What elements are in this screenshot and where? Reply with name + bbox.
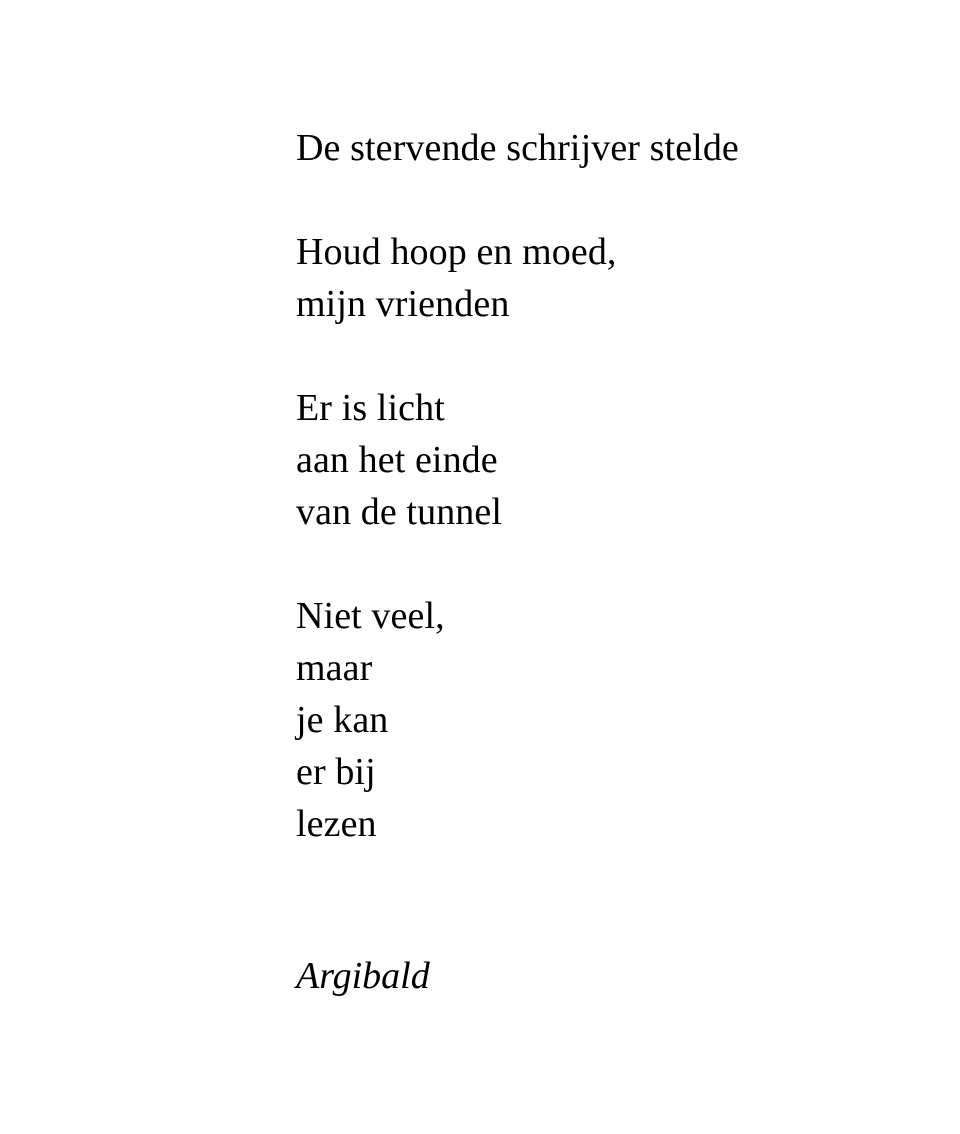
poem-title-line: De stervende schrijver stelde [296, 127, 739, 169]
poem-line: van de tunnel [296, 491, 503, 533]
poem-line: maar [296, 647, 373, 689]
poem-line: lezen [296, 803, 377, 845]
poem-line: je kan [296, 699, 389, 741]
poem-line: aan het einde [296, 439, 498, 481]
author-signature: Argibald [296, 955, 430, 997]
poem-line: mijn vrienden [296, 283, 510, 325]
poem-line: Er is licht [296, 387, 445, 429]
poem-line: Houd hoop en moed, [296, 231, 617, 273]
poem-line: er bij [296, 751, 376, 793]
poem-line: Niet veel, [296, 595, 445, 637]
